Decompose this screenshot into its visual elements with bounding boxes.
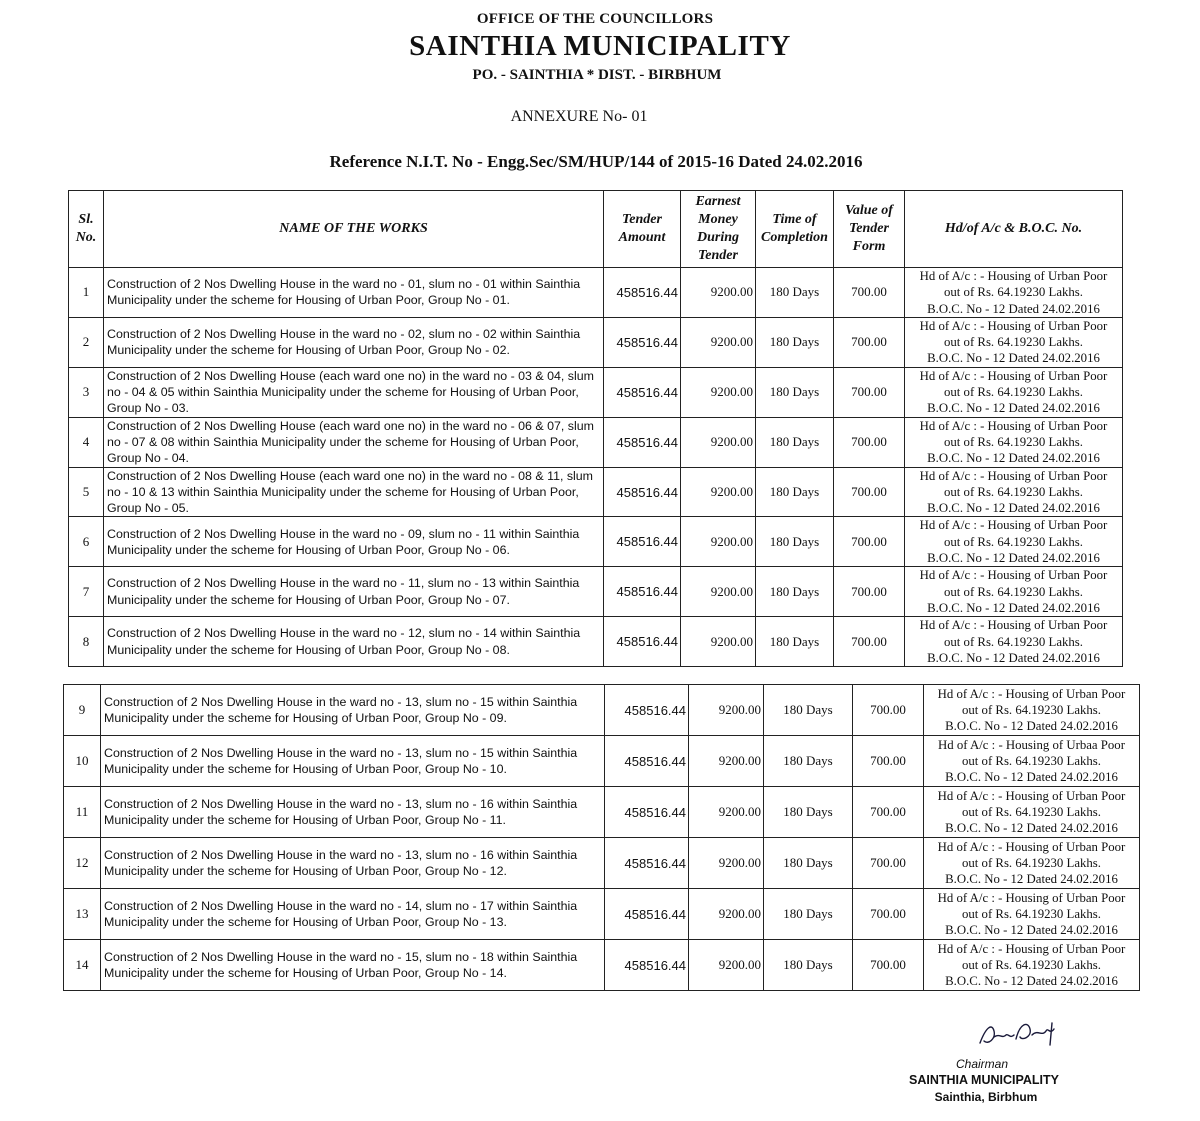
sl-cell: 10 bbox=[64, 736, 101, 787]
tender-form-value-cell: 700.00 bbox=[853, 787, 924, 838]
sl-cell: 14 bbox=[64, 940, 101, 991]
table-row bbox=[64, 736, 1140, 787]
work-name-cell: Construction of 2 Nos Dwelling House (each ward one no) in the ward no - 08 & 11, slum no - 10 & 13 within Sainthia Municipality under the scheme for Housing of Urban Poor, Group No - 05. bbox=[104, 467, 604, 517]
signatory-place: Sainthia, Birbhum bbox=[934, 1090, 1038, 1104]
head-of-account-line: out of Rs. 64.19230 Lakhs. bbox=[962, 957, 1101, 972]
table-row bbox=[64, 889, 1140, 940]
tender-form-value-cell: 700.00 bbox=[853, 736, 924, 787]
signatory-title: Chairman bbox=[955, 1057, 1009, 1071]
tender-form-value-cell: 700.00 bbox=[853, 889, 924, 940]
col-header-sl bbox=[69, 191, 104, 268]
head-of-account-line: Hd of A/c : - Housing of Urban Poor bbox=[937, 890, 1126, 905]
earnest-money-cell: 9200.00 bbox=[689, 787, 764, 838]
head-of-account-line: out of Rs. 64.19230 Lakhs. bbox=[944, 385, 1083, 400]
head-of-account-cell bbox=[924, 838, 1140, 889]
tender-amount-cell: 458516.44 bbox=[605, 889, 689, 940]
tender-form-value-cell: 700.00 bbox=[834, 317, 905, 367]
address-line: PO. - SAINTHIA * DIST. - BIRBHUM bbox=[472, 67, 722, 83]
tender-form-value-cell: 700.00 bbox=[834, 567, 905, 617]
reference-line: Reference N.I.T. No - Engg.Sec/SM/HUP/144 of 2015-16 Dated 24.02.2016 bbox=[329, 152, 863, 171]
work-name-cell: Construction of 2 Nos Dwelling House in the ward no - 12, slum no - 14 within Sainthia Municipality under the scheme for Housing of Urban Poor, Group No - 08. bbox=[104, 617, 604, 667]
work-name-cell: Construction of 2 Nos Dwelling House in the ward no - 14, slum no - 17 within Sainthia Municipality under the scheme for Housing of Urban Poor, Group No - 13. bbox=[101, 889, 605, 940]
head-of-account-line: out of Rs. 64.19230 Lakhs. bbox=[962, 753, 1101, 768]
tender-amount-cell: 458516.44 bbox=[605, 838, 689, 889]
sl-cell: 8 bbox=[69, 617, 104, 667]
completion-time-cell: 180 Days bbox=[764, 685, 853, 736]
tender-form-value-cell: 700.00 bbox=[834, 417, 905, 467]
municipality-title: SAINTHIA MUNICIPALITY bbox=[409, 30, 791, 62]
head-of-account-line: Hd of A/c : - Housing of Urban Poor bbox=[919, 618, 1108, 633]
tender-form-value-cell: 700.00 bbox=[834, 467, 905, 517]
earnest-money-cell: 9200.00 bbox=[689, 838, 764, 889]
table-row bbox=[69, 317, 1123, 367]
earnest-money-cell: 9200.00 bbox=[689, 889, 764, 940]
head-of-account-line: out of Rs. 64.19230 Lakhs. bbox=[944, 335, 1083, 350]
table-row bbox=[69, 617, 1123, 667]
tender-amount-cell: 458516.44 bbox=[604, 268, 681, 318]
head-of-account-line: B.O.C. No - 12 Dated 24.02.2016 bbox=[945, 719, 1118, 734]
head-of-account-cell bbox=[924, 787, 1140, 838]
completion-time-cell: 180 Days bbox=[764, 889, 853, 940]
head-of-account-line: B.O.C. No - 12 Dated 24.02.2016 bbox=[927, 401, 1100, 416]
col-header-value-of-tender-form bbox=[834, 191, 905, 268]
head-of-account-line: out of Rs. 64.19230 Lakhs. bbox=[944, 484, 1083, 499]
head-of-account-cell bbox=[905, 517, 1123, 567]
head-of-account-line: Hd of A/c : - Housing of Urban Poor bbox=[919, 468, 1108, 483]
head-of-account-line: out of Rs. 64.19230 Lakhs. bbox=[944, 534, 1083, 549]
office-heading: OFFICE OF THE COUNCILLORS bbox=[476, 11, 714, 27]
head-of-account-cell bbox=[924, 685, 1140, 736]
earnest-money-cell: 9200.00 bbox=[689, 736, 764, 787]
head-of-account-line: B.O.C. No - 12 Dated 24.02.2016 bbox=[927, 451, 1100, 466]
completion-time-cell: 180 Days bbox=[764, 838, 853, 889]
head-of-account-line: Hd of A/c : - Housing of Urban Poor bbox=[937, 839, 1126, 854]
tender-amount-cell: 458516.44 bbox=[604, 517, 681, 567]
head-of-account-cell bbox=[905, 467, 1123, 517]
work-name-cell: Construction of 2 Nos Dwelling House in the ward no - 13, slum no - 15 within Sainthia Municipality under the scheme for Housing of Urban Poor, Group No - 10. bbox=[101, 736, 605, 787]
sl-cell: 4 bbox=[69, 417, 104, 467]
head-of-account-line: out of Rs. 64.19230 Lakhs. bbox=[944, 584, 1083, 599]
table-row bbox=[69, 567, 1123, 617]
sl-cell: 13 bbox=[64, 889, 101, 940]
head-of-account-line: out of Rs. 64.19230 Lakhs. bbox=[962, 702, 1101, 717]
tender-form-value-cell: 700.00 bbox=[834, 268, 905, 318]
head-of-account-line: B.O.C. No - 12 Dated 24.02.2016 bbox=[927, 351, 1100, 366]
head-of-account-line: B.O.C. No - 12 Dated 24.02.2016 bbox=[927, 650, 1100, 665]
head-of-account-cell bbox=[905, 417, 1123, 467]
works-table-part-1 bbox=[68, 190, 1123, 667]
earnest-money-cell: 9200.00 bbox=[681, 617, 756, 667]
sl-cell: 6 bbox=[69, 517, 104, 567]
tender-amount-cell: 458516.44 bbox=[605, 940, 689, 991]
head-of-account-line: Hd of A/c : - Housing of Urban Poor bbox=[919, 568, 1108, 583]
sl-cell: 9 bbox=[64, 685, 101, 736]
head-of-account-line: out of Rs. 64.19230 Lakhs. bbox=[944, 285, 1083, 300]
work-name-cell: Construction of 2 Nos Dwelling House in the ward no - 11, slum no - 13 within Sainthia Municipality under the scheme for Housing of Urban Poor, Group No - 07. bbox=[104, 567, 604, 617]
col-header-line: Money bbox=[698, 212, 738, 227]
earnest-money-cell: 9200.00 bbox=[681, 517, 756, 567]
col-header-line: Time of bbox=[772, 212, 817, 227]
head-of-account-line: B.O.C. No - 12 Dated 24.02.2016 bbox=[927, 501, 1100, 516]
table-row bbox=[64, 838, 1140, 889]
tender-form-value-cell: 700.00 bbox=[853, 685, 924, 736]
tender-form-value-cell: 700.00 bbox=[834, 617, 905, 667]
tender-amount-cell: 458516.44 bbox=[605, 685, 689, 736]
col-header-tender-amount bbox=[604, 191, 681, 268]
col-header-hd-of-ac: Hd/of A/c & B.O.C. No. bbox=[905, 191, 1123, 268]
tender-amount-cell: 458516.44 bbox=[604, 467, 681, 517]
tender-amount-cell: 458516.44 bbox=[605, 736, 689, 787]
head-of-account-line: B.O.C. No - 12 Dated 24.02.2016 bbox=[945, 974, 1118, 989]
tender-form-value-cell: 700.00 bbox=[853, 838, 924, 889]
completion-time-cell: 180 Days bbox=[764, 940, 853, 991]
head-of-account-cell bbox=[924, 940, 1140, 991]
earnest-money-cell: 9200.00 bbox=[681, 367, 756, 417]
signature-block bbox=[900, 1015, 1080, 1115]
table-header-row bbox=[69, 191, 1123, 268]
tender-amount-cell: 458516.44 bbox=[604, 417, 681, 467]
completion-time-cell: 180 Days bbox=[756, 617, 834, 667]
col-header-line: During bbox=[696, 230, 740, 245]
head-of-account-line: out of Rs. 64.19230 Lakhs. bbox=[962, 906, 1101, 921]
signatory-organization: SAINTHIA MUNICIPALITY bbox=[909, 1073, 1059, 1087]
tender-amount-cell: 458516.44 bbox=[604, 317, 681, 367]
head-of-account-line: B.O.C. No - 12 Dated 24.02.2016 bbox=[927, 301, 1100, 316]
head-of-account-line: B.O.C. No - 12 Dated 24.02.2016 bbox=[945, 821, 1118, 836]
col-header-time-of-completion bbox=[756, 191, 834, 268]
completion-time-cell: 180 Days bbox=[756, 268, 834, 318]
work-name-cell: Construction of 2 Nos Dwelling House in the ward no - 01, slum no - 01 within Sainthia Municipality under the scheme for Housing of Urban Poor, Group No - 01. bbox=[104, 268, 604, 318]
annexure-label: ANNEXURE No- 01 bbox=[510, 108, 648, 125]
head-of-account-cell bbox=[905, 567, 1123, 617]
completion-time-cell: 180 Days bbox=[756, 317, 834, 367]
head-of-account-line: Hd of A/c : - Housing of Urbaa Poor bbox=[938, 737, 1125, 752]
earnest-money-cell: 9200.00 bbox=[681, 467, 756, 517]
tender-form-value-cell: 700.00 bbox=[853, 940, 924, 991]
col-header-line: Value of bbox=[845, 203, 893, 218]
completion-time-cell: 180 Days bbox=[756, 417, 834, 467]
head-of-account-line: Hd of A/c : - Housing of Urban Poor bbox=[937, 941, 1126, 956]
head-of-account-cell bbox=[905, 367, 1123, 417]
col-header-line: Earnest bbox=[695, 194, 741, 209]
head-of-account-cell bbox=[905, 268, 1123, 318]
earnest-money-cell: 9200.00 bbox=[681, 268, 756, 318]
work-name-cell: Construction of 2 Nos Dwelling House in the ward no - 15, slum no - 18 within Sainthia Municipality under the scheme for Housing of Urban Poor, Group No - 14. bbox=[101, 940, 605, 991]
head-of-account-line: out of Rs. 64.19230 Lakhs. bbox=[962, 855, 1101, 870]
completion-time-cell: 180 Days bbox=[764, 736, 853, 787]
work-name-cell: Construction of 2 Nos Dwelling House in the ward no - 13, slum no - 16 within Sainthia Municipality under the scheme for Housing of Urban Poor, Group No - 11. bbox=[101, 787, 605, 838]
head-of-account-line: out of Rs. 64.19230 Lakhs. bbox=[962, 804, 1101, 819]
head-of-account-cell bbox=[924, 889, 1140, 940]
table-row bbox=[64, 685, 1140, 736]
col-header-sl-line: Sl. bbox=[78, 212, 94, 227]
completion-time-cell: 180 Days bbox=[756, 467, 834, 517]
sl-cell: 2 bbox=[69, 317, 104, 367]
earnest-money-cell: 9200.00 bbox=[681, 567, 756, 617]
earnest-money-cell: 9200.00 bbox=[689, 940, 764, 991]
works-table-part-2 bbox=[63, 684, 1140, 991]
work-name-cell: Construction of 2 Nos Dwelling House in the ward no - 02, slum no - 02 within Sainthia Municipality under the scheme for Housing of Urban Poor, Group No - 02. bbox=[104, 317, 604, 367]
head-of-account-cell bbox=[905, 617, 1123, 667]
table-row bbox=[64, 940, 1140, 991]
head-of-account-cell bbox=[905, 317, 1123, 367]
head-of-account-line: Hd of A/c : - Housing of Urban Poor bbox=[919, 418, 1108, 433]
work-name-cell: Construction of 2 Nos Dwelling House in the ward no - 09, slum no - 11 within Sainthia Municipality under the scheme for Housing of Urban Poor, Group No - 06. bbox=[104, 517, 604, 567]
col-header-line: Tender bbox=[698, 248, 738, 263]
col-header-name: NAME OF THE WORKS bbox=[104, 191, 604, 268]
handwritten-signature bbox=[972, 1015, 1072, 1051]
head-of-account-line: Hd of A/c : - Housing of Urban Poor bbox=[937, 686, 1126, 701]
tender-amount-cell: 458516.44 bbox=[604, 567, 681, 617]
earnest-money-cell: 9200.00 bbox=[681, 417, 756, 467]
head-of-account-line: B.O.C. No - 12 Dated 24.02.2016 bbox=[945, 872, 1118, 887]
sl-cell: 11 bbox=[64, 787, 101, 838]
earnest-money-cell: 9200.00 bbox=[689, 685, 764, 736]
table-row bbox=[69, 417, 1123, 467]
head-of-account-line: B.O.C. No - 12 Dated 24.02.2016 bbox=[945, 770, 1118, 785]
earnest-money-cell: 9200.00 bbox=[681, 317, 756, 367]
col-header-line: Tender bbox=[622, 212, 662, 227]
completion-time-cell: 180 Days bbox=[756, 367, 834, 417]
table-row bbox=[69, 467, 1123, 517]
head-of-account-line: Hd of A/c : - Housing of Urban Poor bbox=[919, 269, 1108, 283]
work-name-cell: Construction of 2 Nos Dwelling House in the ward no - 13, slum no - 16 within Sainthia Municipality under the scheme for Housing of Urban Poor, Group No - 12. bbox=[101, 838, 605, 889]
col-header-line: Completion bbox=[761, 230, 828, 245]
sl-cell: 12 bbox=[64, 838, 101, 889]
work-name-cell: Construction of 2 Nos Dwelling House (each ward one no) in the ward no - 06 & 07, slum no - 07 & 08 within Sainthia Municipality under the scheme for Housing of Urban Poor, Group No - 04. bbox=[104, 417, 604, 467]
head-of-account-line: out of Rs. 64.19230 Lakhs. bbox=[944, 634, 1083, 649]
head-of-account-cell bbox=[924, 736, 1140, 787]
tender-form-value-cell: 700.00 bbox=[834, 367, 905, 417]
head-of-account-line: B.O.C. No - 12 Dated 24.02.2016 bbox=[945, 923, 1118, 938]
tender-form-value-cell: 700.00 bbox=[834, 517, 905, 567]
sl-cell: 7 bbox=[69, 567, 104, 617]
col-header-line: Form bbox=[852, 239, 886, 254]
head-of-account-line: Hd of A/c : - Housing of Urban Poor bbox=[919, 368, 1108, 383]
table-row bbox=[69, 517, 1123, 567]
work-name-cell: Construction of 2 Nos Dwelling House (each ward one no) in the ward no - 03 & 04, slum no - 04 & 05 within Sainthia Municipality under the scheme for Housing of Urban Poor, Group No - 03. bbox=[104, 367, 604, 417]
col-header-earnest-money bbox=[681, 191, 756, 268]
work-name-cell: Construction of 2 Nos Dwelling House in the ward no - 13, slum no - 15 within Sainthia Municipality under the scheme for Housing of Urban Poor, Group No - 09. bbox=[101, 685, 605, 736]
head-of-account-line: out of Rs. 64.19230 Lakhs. bbox=[944, 434, 1083, 449]
completion-time-cell: 180 Days bbox=[756, 517, 834, 567]
table-row bbox=[69, 367, 1123, 417]
sl-cell: 1 bbox=[69, 268, 104, 318]
tender-amount-cell: 458516.44 bbox=[604, 367, 681, 417]
table-row bbox=[69, 268, 1123, 318]
head-of-account-line: B.O.C. No - 12 Dated 24.02.2016 bbox=[927, 600, 1100, 615]
table-row bbox=[64, 787, 1140, 838]
tender-amount-cell: 458516.44 bbox=[605, 787, 689, 838]
sl-cell: 5 bbox=[69, 467, 104, 517]
col-header-sl-line: No. bbox=[75, 230, 97, 245]
head-of-account-line: Hd of A/c : - Housing of Urban Poor bbox=[919, 518, 1108, 533]
head-of-account-line: Hd of A/c : - Housing of Urban Poor bbox=[937, 788, 1126, 803]
tender-amount-cell: 458516.44 bbox=[604, 617, 681, 667]
head-of-account-line: B.O.C. No - 12 Dated 24.02.2016 bbox=[927, 551, 1100, 566]
head-of-account-line: Hd of A/c : - Housing of Urban Poor bbox=[919, 318, 1108, 333]
completion-time-cell: 180 Days bbox=[756, 567, 834, 617]
sl-cell: 3 bbox=[69, 367, 104, 417]
completion-time-cell: 180 Days bbox=[764, 787, 853, 838]
col-header-line: Tender bbox=[849, 221, 889, 236]
col-header-line: Amount bbox=[618, 230, 666, 245]
